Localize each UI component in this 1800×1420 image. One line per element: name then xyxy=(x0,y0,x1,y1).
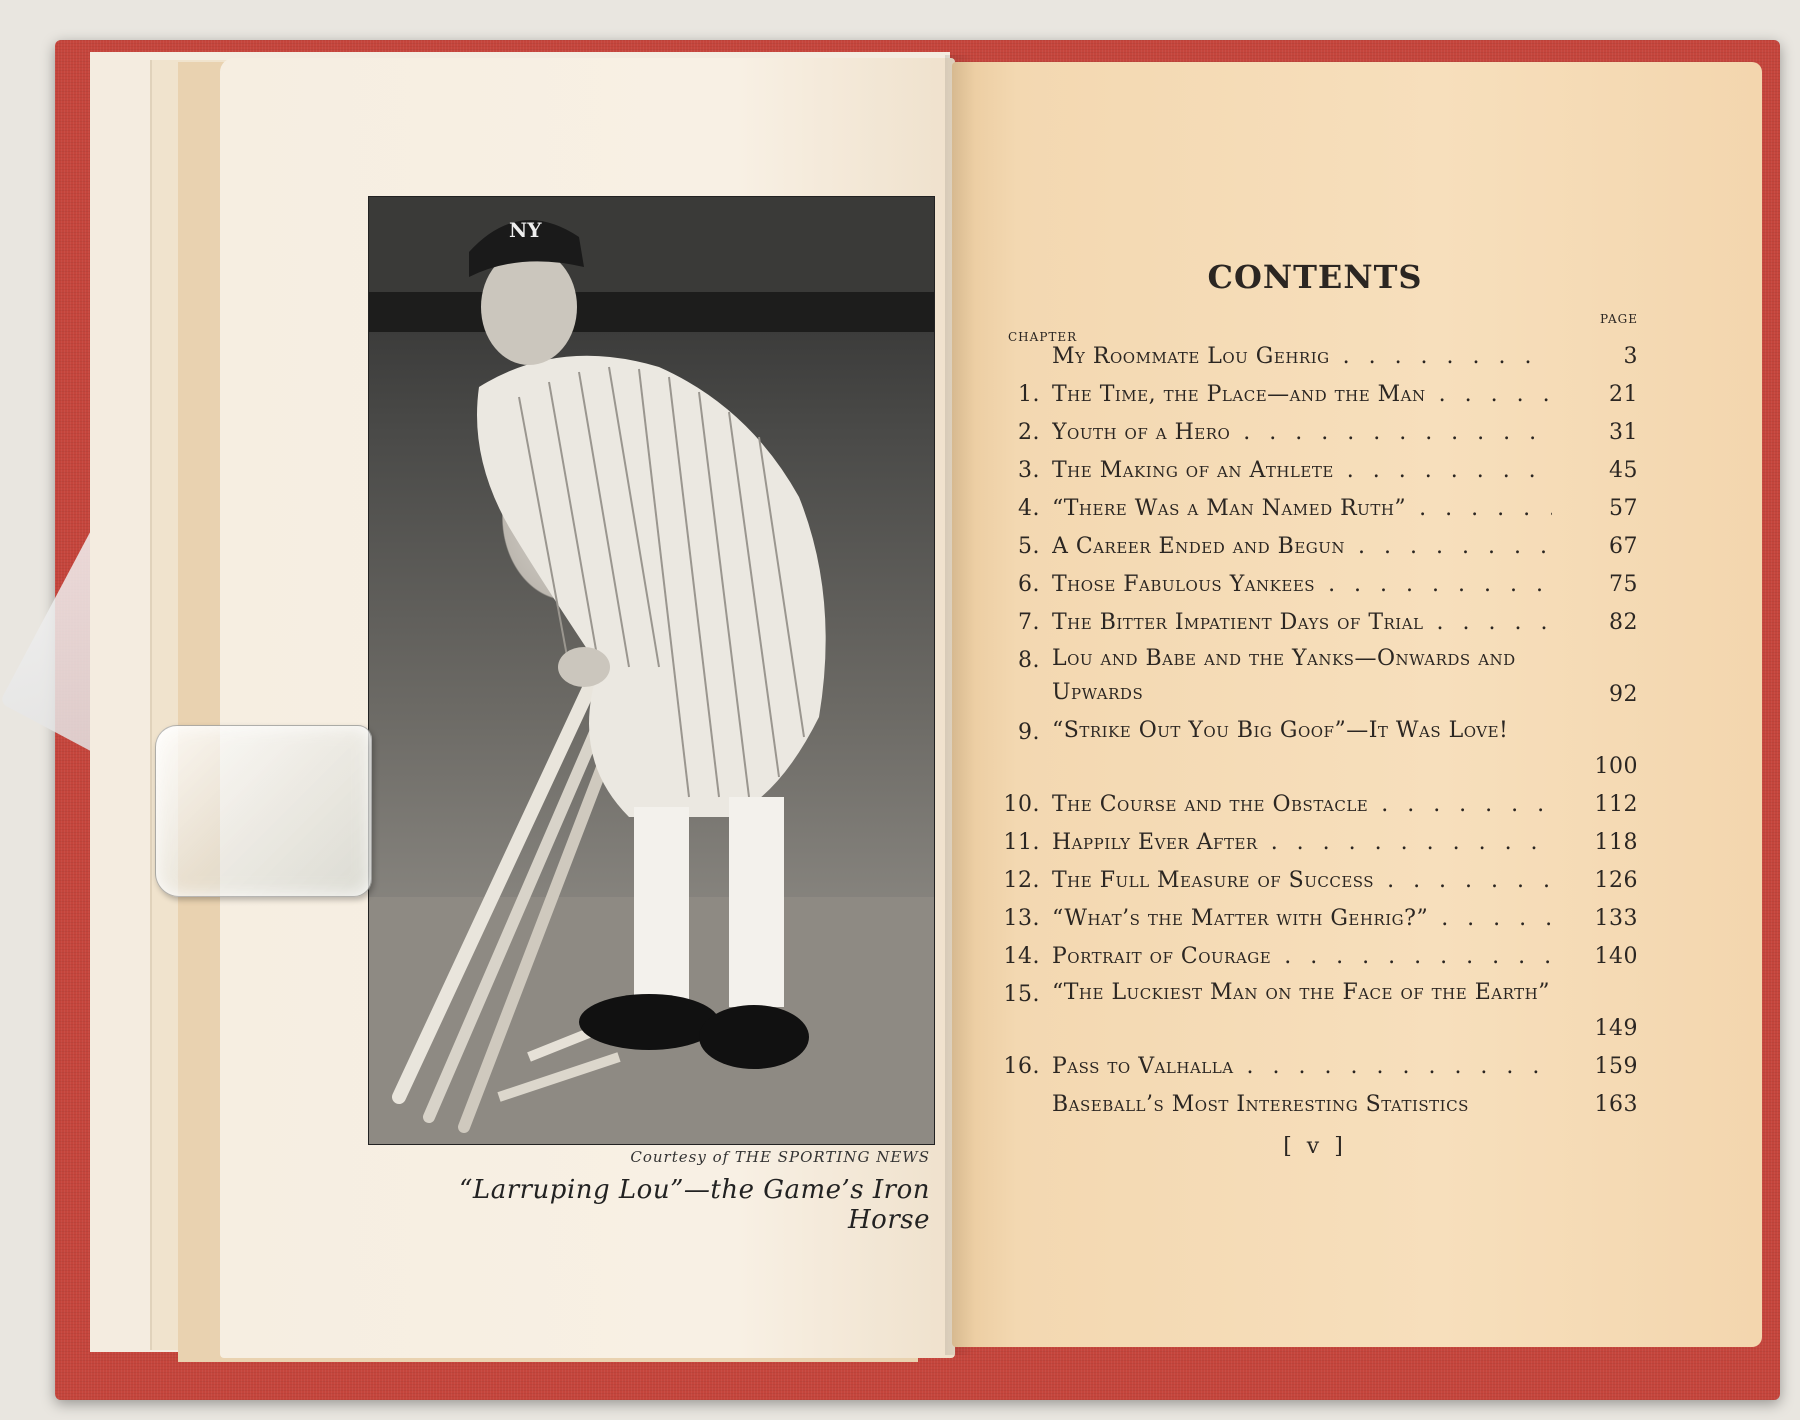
toc-entry-page: 118 xyxy=(1594,830,1638,855)
toc-entry-number: 14. xyxy=(1003,944,1040,969)
toc-entry-number: 9. xyxy=(1018,720,1040,745)
toc-entry-title: “There Was a Man Named Ruth” . . . xyxy=(1052,490,1552,528)
toc-entry xyxy=(1000,976,1638,1048)
toc-entry xyxy=(1000,490,1638,528)
toc-entry-page: 3 xyxy=(1623,344,1638,369)
toc-entry-number: 8. xyxy=(1018,648,1040,673)
toc-entry xyxy=(1000,528,1638,566)
toc-entry-page: 149 xyxy=(1594,1016,1638,1041)
toc-entry xyxy=(1000,414,1638,452)
toc-entry-page: 92 xyxy=(1609,682,1638,707)
toc-entry-number: 2. xyxy=(1018,420,1040,445)
toc-entry-number: 16. xyxy=(1003,1054,1040,1079)
toc-entry-page: 67 xyxy=(1609,534,1638,559)
toc-entry xyxy=(1000,604,1638,642)
toc-entry-title: My Roommate Lou Gehrig . . . xyxy=(1052,338,1552,376)
contents-header xyxy=(1000,312,1638,344)
toc-entry xyxy=(1000,338,1638,376)
frontispiece-photo xyxy=(368,196,935,1145)
toc-entry-page: 112 xyxy=(1594,792,1638,817)
toc-entry-number: 12. xyxy=(1003,868,1040,893)
toc-entry-title: “The Luckiest Man on the Face of the Earth” xyxy=(1052,980,1550,1005)
toc-entry-page: 159 xyxy=(1594,1054,1638,1079)
toc-entry-title: The Full Measure of Success . . . xyxy=(1052,862,1552,900)
baseball-player-illustration xyxy=(369,197,934,1144)
toc-entry xyxy=(1000,900,1638,938)
toc-entry xyxy=(1000,1048,1638,1086)
toc-entry-number: 1. xyxy=(1018,382,1040,407)
toc-entry xyxy=(1000,824,1638,862)
toc-entry-number: 3. xyxy=(1018,458,1040,483)
toc-entry-page: 57 xyxy=(1609,496,1638,521)
toc-entry-number: 4. xyxy=(1018,496,1040,521)
toc-entry-title: Those Fabulous Yankees . . . xyxy=(1052,566,1552,604)
toc-entry-title: Happily Ever After . . . xyxy=(1052,824,1552,862)
toc-entry-number: 15. xyxy=(1003,982,1040,1007)
book-gutter xyxy=(945,55,975,1355)
toc-entry-page: 75 xyxy=(1609,572,1638,597)
toc-entry-page: 21 xyxy=(1609,382,1638,407)
toc-entry xyxy=(1000,714,1638,786)
toc-entry-title: “Strike Out You Big Goof”—It Was Love! xyxy=(1052,718,1509,743)
cap-logo: NY xyxy=(509,218,542,242)
toc-entry xyxy=(1000,452,1638,490)
toc-entry-title: “What’s the Matter with Gehrig?” . . . xyxy=(1052,900,1552,938)
toc-entry-number: 7. xyxy=(1018,610,1040,635)
toc-entry-page: 82 xyxy=(1609,610,1638,635)
toc-entry xyxy=(1000,566,1638,604)
toc-entry-page: 140 xyxy=(1594,944,1638,969)
glass-page-weight xyxy=(155,725,372,897)
toc-entry-number: 5. xyxy=(1018,534,1040,559)
toc-entry-page: 126 xyxy=(1594,868,1638,893)
table-of-contents xyxy=(1000,258,1638,1159)
toc-entry xyxy=(1000,376,1638,414)
chapter-label: CHAPTER xyxy=(1008,330,1078,344)
toc-entry-title: The Bitter Impatient Days of Trial . . . xyxy=(1052,604,1552,642)
toc-entry-title: Pass to Valhalla . . . xyxy=(1052,1048,1552,1086)
toc-entry-number: 10. xyxy=(1003,792,1040,817)
toc-entry xyxy=(1000,862,1638,900)
toc-entry-page: 163 xyxy=(1594,1092,1638,1117)
toc-entry-title: Youth of a Hero . . . xyxy=(1052,414,1552,452)
toc-entry-page: 133 xyxy=(1594,906,1638,931)
toc-entry-number: 13. xyxy=(1003,906,1040,931)
toc-entry-title: Baseball’s Most Interesting Statistics xyxy=(1052,1092,1469,1117)
photo-credit: Courtesy of THE SPORTING NEWS xyxy=(630,1148,930,1166)
toc-entry xyxy=(1000,786,1638,824)
toc-entry-number: 6. xyxy=(1018,572,1040,597)
toc-entry-title: Lou and Babe and the Yanks—Onwards and Upwards xyxy=(1052,646,1516,705)
toc-entry-title: Portrait of Courage . . . xyxy=(1052,938,1552,976)
page-folio: [ v ] xyxy=(1283,1134,1347,1159)
toc-entry-page: 100 xyxy=(1594,754,1638,779)
toc-entry-title: The Making of an Athlete . . . xyxy=(1052,452,1552,490)
toc-entry-page: 45 xyxy=(1609,458,1638,483)
photo-caption: “Larruping Lou”—the Game’s Iron Horse xyxy=(459,1175,930,1235)
toc-entry xyxy=(1000,938,1638,976)
toc-entry-title: A Career Ended and Begun . . . xyxy=(1052,528,1552,566)
contents-title: CONTENTS xyxy=(1207,258,1423,296)
toc-entry xyxy=(1000,642,1638,714)
toc-entry-title: The Time, the Place—and the Man . . . xyxy=(1052,376,1552,414)
toc-entry-number: 11. xyxy=(1003,830,1040,855)
toc-entry-title: The Course and the Obstacle . . . xyxy=(1052,786,1552,824)
toc-entry-page: 31 xyxy=(1609,420,1638,445)
toc-entry xyxy=(1000,1086,1638,1124)
page-label: PAGE xyxy=(1600,312,1638,326)
